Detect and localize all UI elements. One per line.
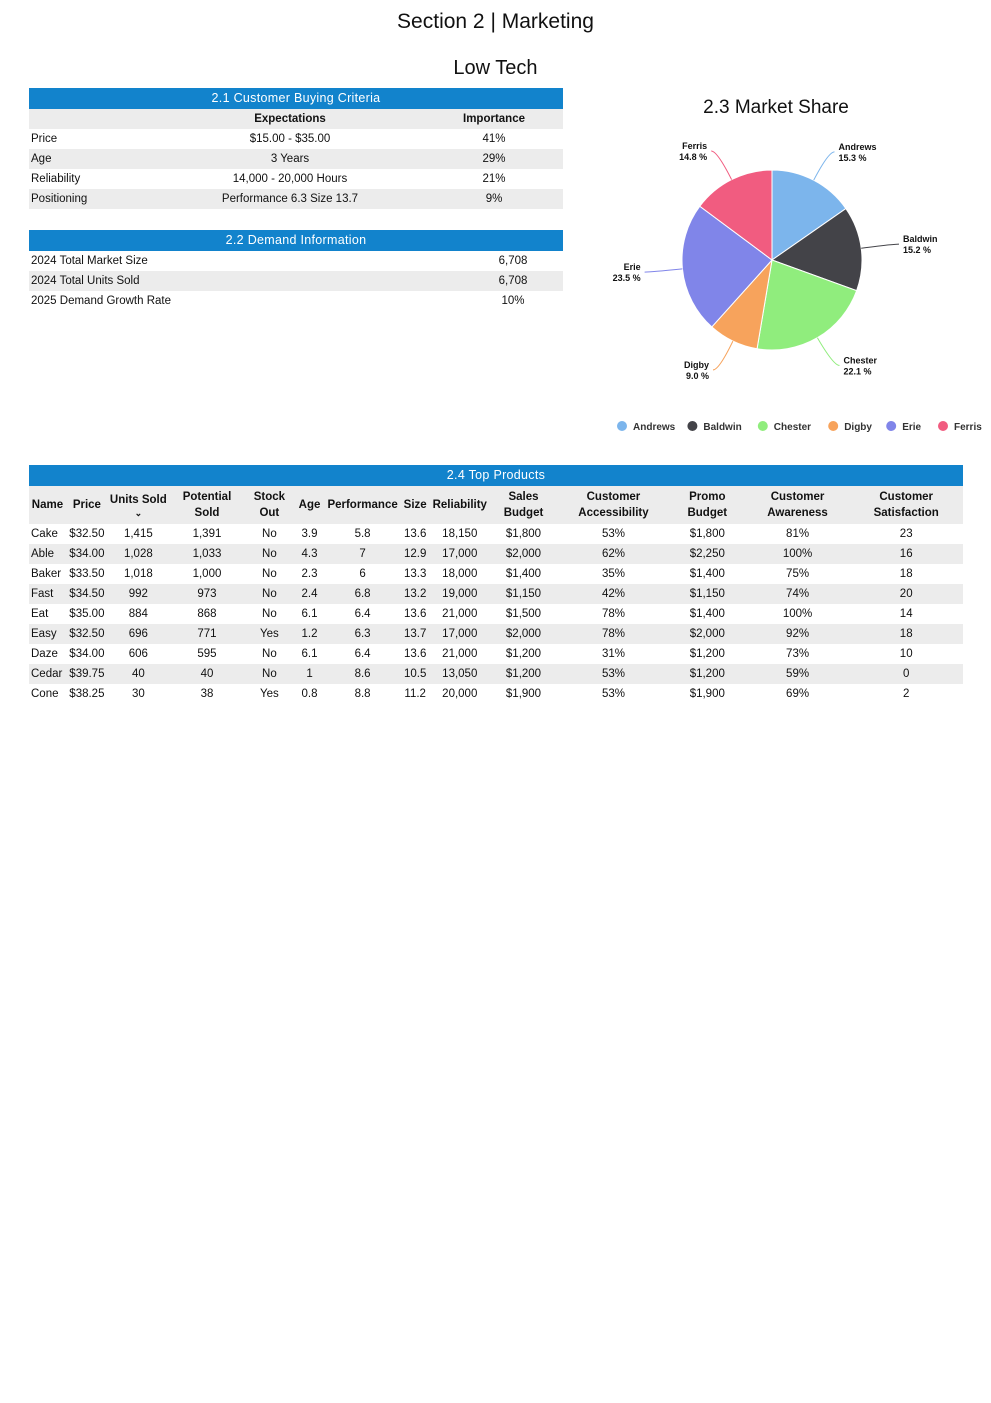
column-header (294, 486, 326, 524)
column-header-expectations: Expectations (155, 109, 425, 129)
label-connector (814, 152, 835, 180)
table-cell: 13.2 (400, 584, 431, 604)
table-cell: 6.4 (354, 648, 371, 660)
table-cell: $1,400 (689, 608, 725, 620)
table-row (29, 604, 963, 624)
table-cell: 868 (197, 608, 217, 620)
table-row (29, 524, 963, 544)
column-header-text: Customer (770, 491, 825, 503)
table-cell: 4.3 (294, 544, 326, 564)
customer-buying-criteria-header: 2.1 Customer Buying Criteria (29, 88, 563, 109)
segment-title: Low Tech (453, 57, 538, 79)
table-cell: No (262, 648, 277, 660)
column-header-text: Name (31, 499, 64, 511)
table-cell: 1.2 (294, 624, 326, 644)
table-cell: Daze (31, 648, 58, 660)
table-cell: $1,200 (489, 664, 558, 684)
table-cell: No (245, 584, 294, 604)
table-row (29, 271, 563, 291)
table-cell: No (245, 664, 294, 684)
legend-item-andrews[interactable] (617, 421, 676, 433)
table-cell: 18 (899, 568, 913, 580)
legend-marker (758, 421, 768, 431)
table-row (29, 149, 563, 169)
table-cell: 13.3 (403, 568, 427, 580)
market-share-chart (590, 88, 982, 448)
legend-label: Chester (773, 422, 812, 433)
table-cell: No (262, 568, 277, 580)
column-header-text: Reliability (432, 499, 487, 511)
table-header-row (29, 486, 963, 524)
label-connector (645, 269, 683, 272)
slice-value-label: 14.8 % (679, 152, 708, 162)
column-header-text: Sold (194, 507, 220, 519)
column-header-importance: Importance (425, 109, 563, 129)
column-header-text: Customer (586, 491, 641, 503)
table-cell: Cone (31, 688, 59, 700)
criteria-label: Age (29, 149, 155, 169)
table-row (29, 129, 563, 149)
market-share-pie-svg (590, 88, 982, 448)
table-cell: $32.50 (69, 528, 105, 540)
table-cell: 20,000 (442, 688, 478, 700)
table-cell: 1,018 (123, 568, 153, 580)
criteria-importance: 41% (482, 133, 506, 145)
table-cell: 17,000 (431, 624, 489, 644)
column-header (431, 486, 489, 524)
chart-title: 2.3 Market Share (703, 97, 849, 118)
table-row (29, 564, 963, 584)
column-header (746, 486, 850, 524)
table-cell: 2.4 (294, 584, 326, 604)
legend-label: Ferris (954, 422, 982, 433)
table-cell: 8.8 (354, 688, 371, 700)
column-header (558, 486, 669, 524)
table-cell: 2 (903, 688, 910, 700)
table-cell: Fast (29, 584, 66, 604)
demand-value: 6,708 (463, 271, 563, 291)
table-cell: 6 (359, 568, 366, 580)
table-cell: 20 (849, 584, 963, 604)
table-cell: 884 (128, 608, 148, 620)
table-cell: Eat (31, 608, 49, 620)
column-header-text: Budget (687, 507, 728, 519)
table-cell: 0 (849, 664, 963, 684)
table-cell: $35.00 (69, 608, 105, 620)
table-cell: 10.5 (400, 664, 431, 684)
column-header-text: Accessibility (578, 507, 649, 519)
table-header-row (29, 109, 563, 129)
column-header-text: Age (298, 499, 321, 511)
table-cell: 18,150 (442, 528, 478, 540)
table-cell: Easy (29, 624, 66, 644)
table-cell: 10 (899, 648, 913, 660)
table-cell: Baker (31, 568, 62, 580)
table-cell: 69% (786, 688, 810, 700)
table-cell: 40 (169, 664, 245, 684)
table-cell: $2,000 (489, 544, 558, 564)
table-cell: 6.1 (301, 648, 318, 660)
table-row (29, 664, 963, 684)
table-row (29, 584, 963, 604)
table-cell: 6.4 (354, 608, 371, 620)
column-header (400, 486, 431, 524)
legend-item-erie[interactable] (886, 421, 921, 433)
table-cell: Cedar (29, 664, 66, 684)
table-cell: $1,200 (505, 648, 542, 660)
criteria-label: Price (31, 133, 58, 145)
criteria-label: Positioning (29, 189, 155, 209)
table-row (29, 291, 563, 311)
legend-marker (886, 421, 896, 431)
table-cell: No (262, 528, 277, 540)
table-cell: 59% (746, 664, 850, 684)
table-cell: 13.7 (400, 624, 431, 644)
slice-value-label: 15.3 % (838, 152, 867, 163)
criteria-importance: 21% (482, 173, 506, 185)
table-cell: $38.25 (69, 688, 105, 700)
slice-value-label: 22.1 % (843, 366, 872, 377)
column-header-text: Satisfaction (873, 507, 939, 519)
table-cell: $1,900 (689, 688, 725, 700)
customer-buying-criteria-table (29, 109, 563, 209)
table-cell: $34.00 (66, 544, 108, 564)
table-cell: 35% (601, 568, 625, 580)
criteria-label: Reliability (31, 173, 81, 185)
table-cell: $1,400 (505, 568, 542, 580)
table-cell: 16 (849, 544, 963, 564)
demand-information-header: 2.2 Demand Information (29, 230, 563, 251)
legend-item-digby[interactable] (828, 421, 872, 433)
table-cell: 8.6 (325, 664, 399, 684)
table-row (29, 544, 963, 564)
table-cell: 53% (601, 688, 625, 700)
table-cell: 5.8 (354, 528, 371, 540)
demand-label: 2024 Total Units Sold (29, 271, 463, 291)
table-cell: 606 (128, 648, 148, 660)
slice-name-label: Chester (843, 355, 878, 366)
slice-name-label: Baldwin (903, 234, 938, 245)
table-row (29, 251, 563, 271)
table-cell: $2,000 (669, 624, 746, 644)
table-cell: 14 (899, 608, 913, 620)
table-cell: $1,400 (689, 568, 725, 580)
table-cell: $34.00 (69, 648, 105, 660)
demand-label: 2025 Demand Growth Rate (31, 295, 171, 307)
table-cell: 1,033 (169, 544, 245, 564)
table-cell: 6.3 (325, 624, 399, 644)
legend-marker (828, 421, 838, 431)
column-header (325, 486, 399, 524)
table-cell: 53% (558, 664, 669, 684)
column-header-text: Stock (253, 491, 286, 503)
table-row (29, 684, 963, 704)
column-header (849, 486, 963, 524)
label-connector (817, 338, 839, 366)
column-header (669, 486, 746, 524)
column-header (66, 486, 108, 524)
chevron-down-icon[interactable]: ⌄ (134, 508, 143, 518)
table-cell: 1,000 (192, 568, 222, 580)
table-cell: $1,150 (669, 584, 746, 604)
top-products-table (29, 486, 963, 704)
table-cell: 19,000 (431, 584, 489, 604)
column-header (29, 486, 66, 524)
criteria-expectation: Performance 6.3 Size 13.7 (155, 189, 425, 209)
legend-item-chester[interactable] (758, 421, 811, 433)
slice-name-label: Erie (623, 262, 641, 273)
label-connector (713, 341, 733, 370)
table-cell: $34.50 (66, 584, 108, 604)
table-cell: 696 (108, 624, 169, 644)
table-cell: 53% (601, 528, 625, 540)
column-header (29, 109, 155, 129)
demand-value: 6,708 (498, 255, 528, 267)
customer-buying-criteria-panel (29, 88, 563, 209)
top-products-panel (29, 465, 963, 704)
criteria-expectation: 3 Years (155, 149, 425, 169)
column-header-text: Potential (182, 491, 232, 503)
table-cell: $32.50 (66, 624, 108, 644)
table-cell: 78% (601, 608, 625, 620)
column-header[interactable] (108, 486, 169, 524)
table-cell: $1,800 (505, 528, 542, 540)
column-header (169, 486, 245, 524)
column-header-text: Out (259, 507, 280, 519)
table-cell: 7 (325, 544, 399, 564)
column-header (489, 486, 558, 524)
label-connector (711, 151, 731, 180)
table-cell: 3.9 (301, 528, 318, 540)
table-cell: 81% (786, 528, 810, 540)
table-cell: 78% (558, 624, 669, 644)
table-row (29, 189, 563, 209)
table-cell: 42% (558, 584, 669, 604)
table-cell: 74% (746, 584, 850, 604)
table-cell: 2.3 (301, 568, 318, 580)
column-header-text: Price (72, 499, 101, 511)
table-cell: 992 (108, 584, 169, 604)
table-cell: 1 (294, 664, 326, 684)
legend-label: Andrews (633, 422, 676, 433)
table-cell: 21,000 (442, 608, 478, 620)
slice-name-label: Ferris (682, 141, 708, 151)
table-cell: 18,000 (442, 568, 478, 580)
table-cell: $39.75 (66, 664, 108, 684)
demand-information-table (29, 251, 563, 311)
table-cell: 771 (169, 624, 245, 644)
table-cell: Yes (245, 624, 294, 644)
column-header-text: Budget (503, 507, 544, 519)
legend-marker (687, 421, 697, 431)
column-header (245, 486, 294, 524)
table-cell: 17,000 (431, 544, 489, 564)
table-cell: 13.6 (403, 528, 427, 540)
table-cell: 13,050 (431, 664, 489, 684)
column-header-text: Awareness (767, 507, 828, 519)
column-header-text: Units Sold (109, 494, 167, 506)
criteria-importance: 9% (425, 189, 563, 209)
table-cell: $2,000 (489, 624, 558, 644)
table-cell: $1,200 (689, 648, 725, 660)
table-cell: 973 (169, 584, 245, 604)
table-cell: 38 (200, 688, 214, 700)
legend-item-ferris[interactable] (938, 421, 982, 433)
table-cell: 100% (782, 608, 813, 620)
table-cell: 30 (131, 688, 145, 700)
table-cell: 1,415 (123, 528, 153, 540)
table-cell: 595 (197, 648, 217, 660)
table-cell: No (262, 608, 277, 620)
table-cell: 13.6 (403, 608, 427, 620)
table-cell: 18 (849, 624, 963, 644)
table-cell: $1,800 (689, 528, 725, 540)
legend-label: Erie (902, 422, 922, 433)
table-cell: 1,028 (108, 544, 169, 564)
legend-marker (938, 421, 948, 431)
slice-value-label: 15.2 % (903, 245, 932, 256)
table-cell: 12.9 (400, 544, 431, 564)
table-cell: 73% (786, 648, 810, 660)
table-cell: 23 (899, 528, 913, 540)
table-cell: $1,500 (505, 608, 542, 620)
legend-item-baldwin[interactable] (687, 421, 741, 433)
column-header-text: Size (403, 499, 427, 511)
table-cell: 21,000 (442, 648, 478, 660)
slice-name-label: Digby (683, 359, 709, 370)
table-cell: 62% (558, 544, 669, 564)
table-cell: 100% (746, 544, 850, 564)
criteria-expectation: $15.00 - $35.00 (249, 133, 331, 145)
table-cell: 11.2 (404, 688, 426, 700)
table-cell: Yes (259, 688, 279, 700)
demand-information-panel (29, 230, 563, 311)
column-header-text: Customer (879, 491, 934, 503)
demand-label: 2024 Total Market Size (31, 255, 148, 267)
legend-label: Baldwin (703, 422, 742, 433)
demand-value: 10% (501, 295, 525, 307)
table-cell: 1,391 (192, 528, 222, 540)
criteria-expectation: 14,000 - 20,000 Hours (232, 173, 348, 185)
table-cell: No (245, 544, 294, 564)
table-cell: Cake (31, 528, 58, 540)
column-header-text: Performance (327, 499, 398, 511)
table-row (29, 624, 963, 644)
table-cell: $1,200 (669, 664, 746, 684)
section-title: Section 2 | Marketing (397, 10, 594, 33)
table-cell: $1,150 (489, 584, 558, 604)
column-header-text: Promo (689, 491, 726, 503)
table-cell: $2,250 (669, 544, 746, 564)
table-cell: 6.8 (325, 584, 399, 604)
slice-value-label: 23.5 % (612, 273, 641, 284)
table-cell: 40 (108, 664, 169, 684)
top-products-header: 2.4 Top Products (29, 465, 963, 486)
table-cell: $33.50 (69, 568, 105, 580)
table-row (29, 644, 963, 664)
legend-marker (617, 421, 627, 431)
legend-label: Digby (844, 422, 872, 433)
table-cell: 6.1 (301, 608, 318, 620)
table-cell: 75% (786, 568, 810, 580)
table-cell: 0.8 (301, 688, 318, 700)
label-connector (861, 244, 899, 248)
table-cell: 13.6 (403, 648, 427, 660)
table-cell: 31% (601, 648, 625, 660)
criteria-importance: 29% (425, 149, 563, 169)
slice-name-label: Andrews (838, 141, 877, 152)
table-cell: 92% (746, 624, 850, 644)
column-header-text: Sales (508, 491, 539, 503)
table-row (29, 169, 563, 189)
slice-value-label: 9.0 % (685, 370, 709, 381)
table-cell: $1,900 (505, 688, 542, 700)
table-cell: Able (29, 544, 66, 564)
